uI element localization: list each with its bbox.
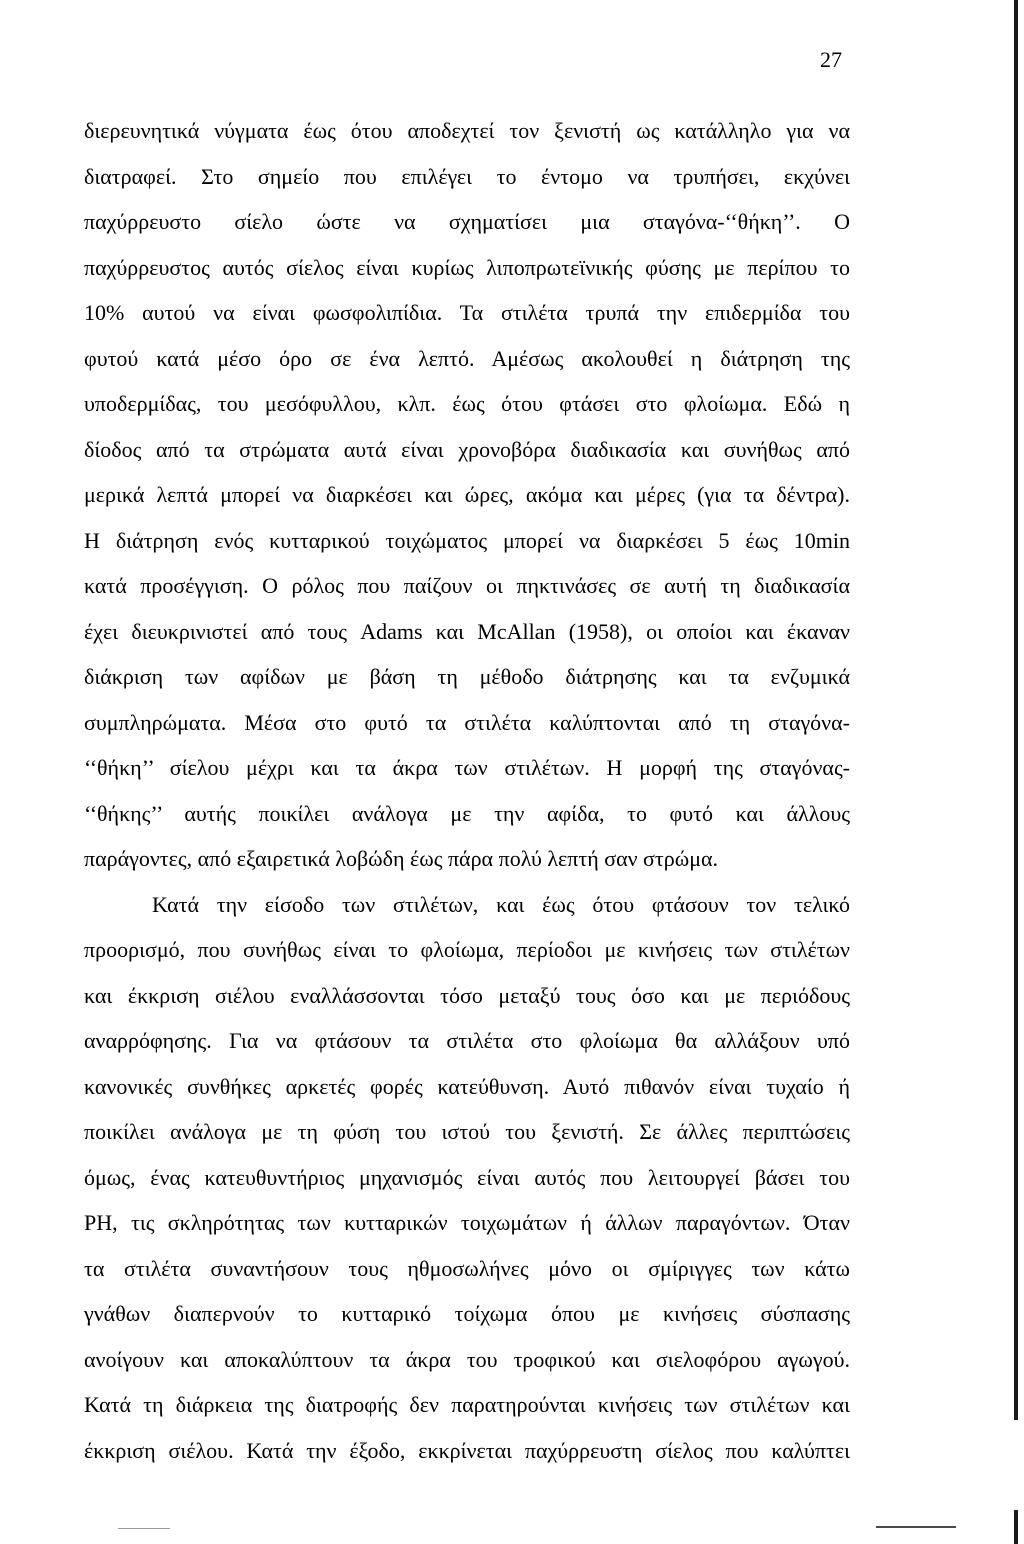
text-line: Η διάτρηση ενός κυτταρικού τοιχώματος μπορεί να διαρκέσει 5 έως 10min: [84, 527, 850, 553]
text-line: ανοίγουν και αποκαλύπτουν τα άκρα του τροφικού και σιελοφόρου αγωγού.: [84, 1346, 850, 1372]
text-line: διερευνητικά νύγματα έως ότου αποδεχτεί τον ξενιστή ως κατάλληλο για να: [84, 118, 850, 143]
text-line: συμπληρώματα. Μέσα στο φυτό τα στιλέτα καλύπτονται από τη σταγόνα-: [84, 709, 850, 735]
text-line: γνάθων διαπερνούν το κυτταρικό τοίχωμα όπου με κινήσεις σύσπασης: [84, 1301, 850, 1326]
text-line: ‘‘θήκη’’ σίελου μέχρι και τα άκρα των στιλέτων. Η μορφή της σταγόνας-: [84, 755, 850, 780]
text-line: διατραφεί. Στο σημείο που επιλέγει το έντομο να τρυπήσει, εκχύνει: [84, 163, 850, 189]
text-line: δίοδος από τα στρώματα αυτά είναι χρονοβόρα διαδικασία και συνήθως από: [84, 436, 850, 462]
text-line: φυτού κατά μέσο όρο σε ένα λεπτό. Αμέσως ακολουθεί η διάτρηση της: [84, 345, 850, 371]
body-text: [84, 108, 850, 1473]
text-line: τα στιλέτα συναντήσουν τους ηθμοσωλήνες μόνο οι σμίριγγες των κάτω: [84, 1255, 850, 1281]
text-line: έκκριση σιέλου. Κατά την έξοδο, εκκρίνεται παχύρρευστη σίελος που καλύπτει: [84, 1437, 850, 1463]
footer-mark: [118, 1528, 170, 1529]
text-line: προορισμό, που συνήθως είναι το φλοίωμα, περίοδοι με κινήσεις των στιλέτων: [84, 937, 850, 962]
page-number: 27: [820, 47, 842, 72]
text-line: μερικά λεπτά μπορεί να διαρκέσει και ώρες, ακόμα και μέρες (για τα δέντρα).: [84, 482, 850, 507]
text-line: ‘‘θήκης’’ αυτής ποικίλει ανάλογα με την αφίδα, το φυτό και άλλους: [84, 800, 850, 826]
text-line: Κατά την είσοδο των στιλέτων, και έως ότου φτάσουν τον τελικό: [152, 891, 850, 917]
text-line: παχύρρευστο σίελο ώστε να σχηματίσει μια σταγόνα-‘‘θήκη’’. Ο: [84, 209, 850, 234]
text-line: όμως, ένας κατευθυντήριος μηχανισμός είναι αυτός που λειτουργεί βάσει του: [84, 1164, 850, 1190]
scan-edge-rule: [1014, 0, 1018, 1544]
text-line: ποικίλει ανάλογα με τη φύση του ιστού του ξενιστή. Σε άλλες περιπτώσεις: [84, 1119, 850, 1144]
text-line: Κατά τη διάρκεια της διατροφής δεν παρατηρούνται κινήσεις των στιλέτων και: [84, 1392, 850, 1417]
text-line: κανονικές συνθήκες αρκετές φορές κατεύθυνση. Αυτό πιθανόν είναι τυχαίο ή: [84, 1073, 850, 1099]
text-line: έχει διευκρινιστεί από τους Adams και McAllan (1958), οι οποίοι και έκαναν: [84, 618, 850, 644]
text-line: και έκκριση σιέλου εναλλάσσονται τόσο μεταξύ τους όσο και με περιόδους: [84, 982, 850, 1008]
text-line: παχύρρευστος αυτός σίελος είναι κυρίως λιποπρωτεϊνικής φύσης με περίπου το: [84, 254, 850, 280]
footer-mark: [876, 1526, 956, 1528]
text-line: διάκριση των αφίδων με βάση τη μέθοδο διάτρησης και τα ενζυμικά: [84, 664, 850, 689]
text-line: 10% αυτού να είναι φωσφολιπίδια. Τα στιλέτα τρυπά την επιδερμίδα του: [84, 300, 850, 325]
text-line: παράγοντες, από εξαιρετικά λοβώδη έως πάρα πολύ λεπτή σαν στρώμα.: [84, 846, 719, 871]
text-line: υποδερμίδας, του μεσόφυλλου, κλπ. έως ότου φτάσει στο φλοίωμα. Εδώ η: [84, 391, 850, 416]
text-line: PH, τις σκληρότητας των κυτταρικών τοιχωμάτων ή άλλων παραγόντων. Όταν: [84, 1210, 850, 1235]
text-line: αναρρόφησης. Για να φτάσουν τα στιλέτα στο φλοίωμα θα αλλάξουν υπό: [84, 1028, 850, 1053]
text-line: κατά προσέγγιση. Ο ρόλος που παίζουν οι πηκτινάσες σε αυτή τη διαδικασία: [84, 573, 850, 598]
scan-edge-gap: [1014, 1420, 1018, 1510]
